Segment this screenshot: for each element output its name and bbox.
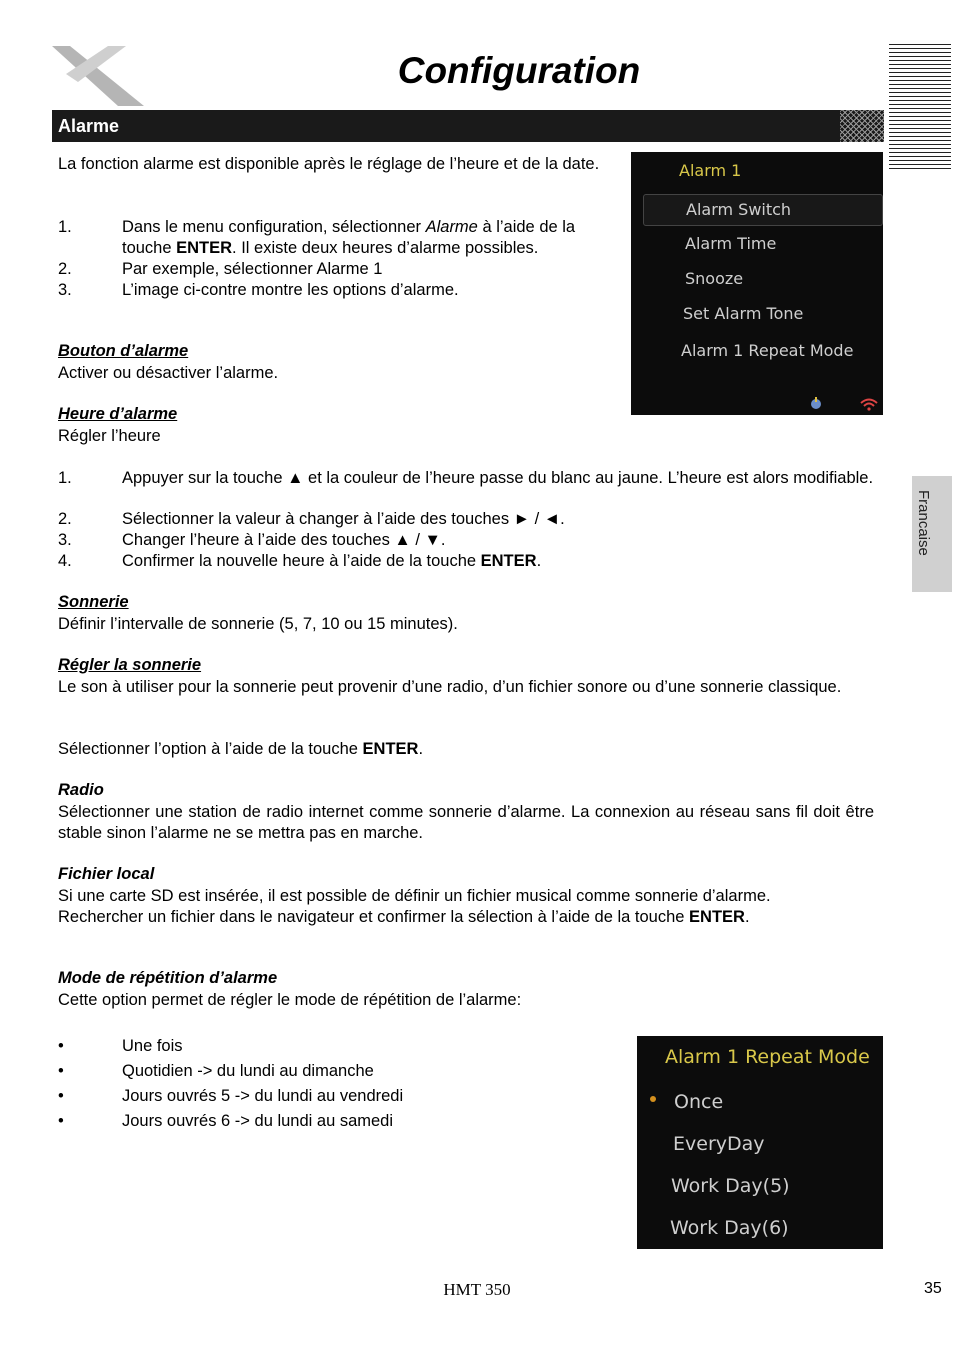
heading-radio: Radio (58, 781, 104, 799)
bar-pattern (840, 110, 884, 142)
step-number: 1. (58, 218, 72, 236)
screen-title: Alarm 1 (679, 161, 742, 180)
heading-sonnerie: Sonnerie (58, 593, 129, 611)
bullet-icon: • (58, 1087, 64, 1105)
mode-bullet: Quotidien -> du lundi au dimanche (122, 1062, 374, 1080)
radio-text: Sélectionner une station de radio internet comme sonnerie d’alarme. La connexion au réseau sans fil doit être stable sinon l’alarme ne se mettra pas en marche. (58, 803, 874, 842)
step-number: 4. (58, 552, 72, 570)
regler-text: Le son à utiliser pour la sonnerie peut provenir d’une radio, d’un fichier sonore ou d’une sonnerie classique. (58, 678, 842, 696)
heure-step-2: Sélectionner la valeur à changer à l’aide des touches ► / ◄. (122, 510, 565, 528)
language-label: Francaise (915, 490, 932, 556)
mode-bullet: Jours ouvrés 6 -> du lundi au samedi (122, 1112, 394, 1130)
step-number: 1. (58, 469, 72, 487)
wifi-icon (859, 396, 879, 410)
heure-step-4: Confirmer la nouvelle heure à l’aide de la touche ENTER. (122, 552, 542, 570)
heure-text: Régler l’heure (58, 427, 161, 445)
decorative-lines (889, 44, 951, 172)
screen-item: Alarm 1 Repeat Mode (681, 341, 854, 360)
mode-bullet: Une fois (122, 1037, 183, 1055)
step-number: 2. (58, 510, 72, 528)
language-tab (912, 476, 952, 592)
screen-option: Once (674, 1091, 724, 1113)
heure-step-1: Appuyer sur la touche ▲ et la couleur de l’heure passe du blanc au jaune. L’heure est alors modifiable. (122, 469, 874, 487)
section-bar (52, 110, 884, 142)
heading-mode: Mode de répétition d’alarme (58, 969, 278, 987)
step-2-text: Par exemple, sélectionner Alarme 1 (122, 260, 383, 278)
sonnerie-text: Définir l’intervalle de sonnerie (5, 7, 10 ou 15 minutes). (58, 615, 458, 633)
heading-regler: Régler la sonnerie (58, 656, 202, 674)
screen-option: Work Day(6) (670, 1217, 789, 1239)
step-number: 3. (58, 281, 72, 299)
section-bar-label: Alarme (58, 116, 120, 136)
bullet-icon: • (58, 1037, 64, 1055)
fichier-line2: Rechercher un fichier dans le navigateur et confirmer la sélection à l’aide de la touche ENTER. (58, 908, 750, 926)
mode-bullet: Jours ouvrés 5 -> du lundi au vendredi (122, 1087, 404, 1105)
screen-item: Snooze (685, 269, 744, 288)
screen-title: Alarm 1 Repeat Mode (665, 1046, 870, 1068)
alarm-status-icon (809, 394, 823, 410)
page-title: Configuration (397, 50, 641, 91)
page-number: 35 (924, 1280, 942, 1297)
screen-item: Set Alarm Tone (683, 304, 804, 323)
heading-fichier: Fichier local (58, 865, 155, 883)
mode-text: Cette option permet de régler le mode de répétition de l’alarme: (58, 991, 522, 1009)
step-number: 3. (58, 531, 72, 549)
heading-bouton: Bouton d’alarme (58, 342, 189, 360)
heading-heure: Heure d’alarme (58, 405, 178, 423)
screen-option: EveryDay (673, 1133, 765, 1155)
alarm-menu-screenshot (631, 152, 883, 415)
intro-text: La fonction alarme est disponible après le réglage de l’heure et de la date. (58, 155, 600, 173)
step-3-text: L’image ci-contre montre les options d’alarme. (122, 281, 459, 299)
selected-dot-icon (650, 1096, 656, 1102)
step-number: 2. (58, 260, 72, 278)
bouton-text: Activer ou désactiver l’alarme. (58, 364, 279, 382)
bullet-icon: • (58, 1062, 64, 1080)
repeat-mode-screenshot (637, 1036, 883, 1249)
screen-item: Alarm Time (685, 234, 777, 253)
screen-item: Alarm Switch (686, 200, 792, 219)
footer-model: HMT 350 (443, 1280, 511, 1299)
bullet-icon: • (58, 1112, 64, 1130)
heure-step-3: Changer l’heure à l’aide des touches ▲ / ▼. (122, 531, 446, 549)
fichier-line1: Si une carte SD est insérée, il est possible de définir un fichier musical comme sonnerie d’alarme. (58, 887, 771, 905)
step-1-text: Dans le menu configuration, sélectionner Alarme à l’aide de la touche ENTER. Il existe deux heures d’alarme possibles. (122, 218, 576, 257)
screen-option: Work Day(5) (671, 1175, 790, 1197)
regler-select: Sélectionner l’option à l’aide de la touche ENTER. (58, 740, 424, 758)
